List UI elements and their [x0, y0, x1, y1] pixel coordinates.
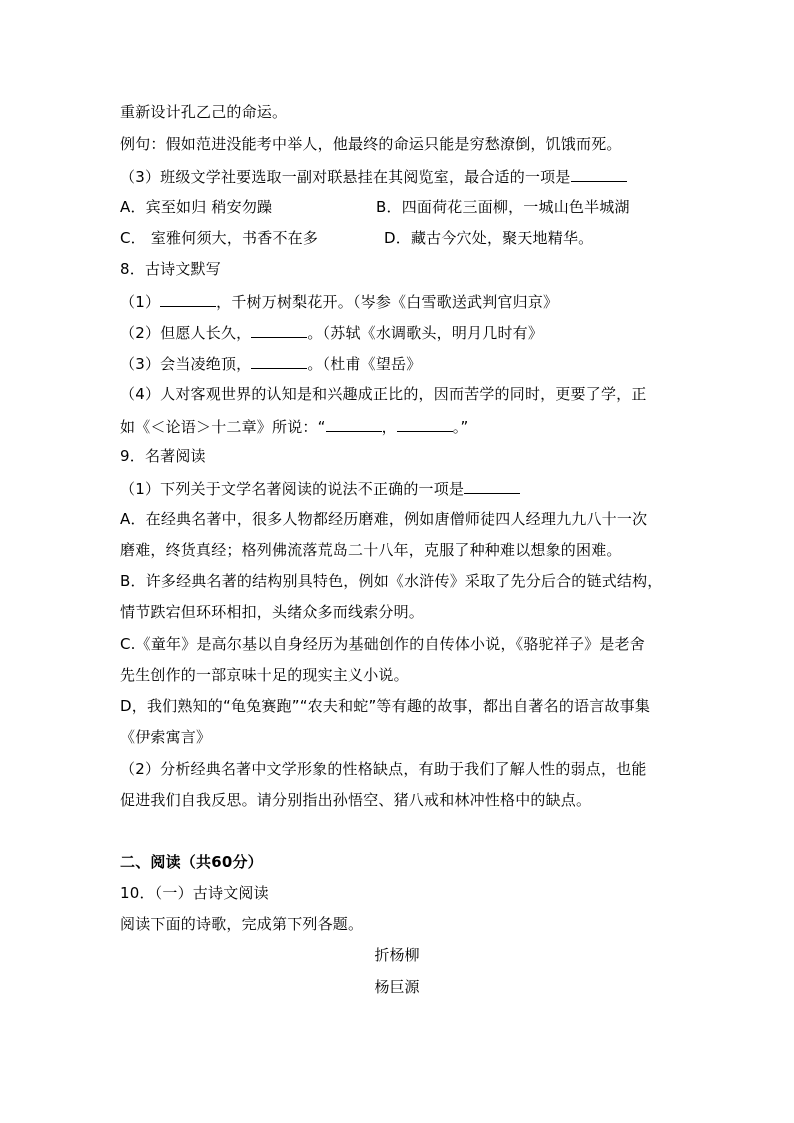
answer-blank: [251, 352, 307, 369]
option-b-line-1: B．许多经典名著的结构别具特色，例如《水浒传》采取了先分后合的链式结构，: [120, 572, 663, 590]
option-b: B．四面荷花三面柳，一城山色半城湖: [376, 198, 630, 216]
answer-blank: [464, 477, 520, 494]
recitation-3: [120, 352, 421, 374]
recitation-1: [120, 290, 558, 312]
option-d-line-1: D，我们熟知的“龟兔赛跑”“农夫和蛇”等有趣的故事，都出自著名的语言故事集: [120, 697, 651, 715]
option-c-line-2: 先生创作的一部京味十足的现实主义小说。: [120, 666, 409, 684]
item-source: 。（苏轼《水调歌头，明月几时有》: [307, 324, 544, 342]
option-d-line-2: 《伊索寓言》: [120, 728, 212, 746]
question-text: （3）班级文学社要选取一副对联悬挂在其阅览室，最合适的一项是: [120, 168, 571, 186]
option-a-line-1: A．在经典名著中，很多人物都经历磨难，例如唐僧师徒四人经理九九八十一次: [120, 510, 648, 528]
option-a: A．宾至如归 稍安勿躁: [120, 198, 273, 216]
item-text: 如《＜论语＞十二章》所说：“: [120, 418, 326, 436]
option-c-line-1: C.《童年》是高尔基以自身经历为基础创作的自传体小说，《骆驼祥子》是老舍: [120, 635, 645, 653]
question-8-heading: 8．古诗文默写: [120, 260, 221, 278]
item-source: 。（杜甫《望岳》: [307, 355, 422, 373]
example-sentence: 例句：假如范进没能考中举人，他最终的命运只能是穷愁潦倒，饥饿而死。: [120, 135, 622, 153]
separator: ，: [381, 418, 397, 436]
closing-quote: 。”: [452, 418, 469, 436]
question-9-1: [120, 477, 520, 499]
question-text: （1）下列关于文学名著阅读的说法不正确的一项是: [120, 480, 465, 498]
reading-instruction: 阅读下面的诗歌，完成第下列各题。: [120, 915, 364, 933]
question-10-heading: 10．（一）古诗文阅读: [120, 884, 269, 902]
recitation-4-cont: [120, 415, 468, 437]
question-7-3: [120, 165, 627, 187]
section-heading: 二、阅读（共60分）: [120, 853, 263, 871]
question-9-2-line-2: 促进我们自我反思。请分别指出孙悟空、猪八戒和林冲性格中的缺点。: [120, 791, 592, 809]
question-9-2-line-1: （2）分析经典名著中文学形象的性格缺点，有助于我们了解人性的弱点，也能: [120, 760, 647, 778]
answer-blank: [251, 321, 307, 338]
text-line: 重新设计孔乙己的命运。: [120, 103, 288, 121]
answer-blank: [571, 165, 627, 182]
answer-blank: [326, 415, 382, 432]
item-text: （3）会当凌绝顶，: [120, 355, 252, 373]
answer-blank: [160, 290, 216, 307]
item-number: （1）: [120, 293, 161, 311]
answer-blank: [397, 415, 453, 432]
poem-title: 折杨柳: [374, 946, 420, 964]
recitation-2: [120, 321, 543, 343]
question-9-heading: 9．名著阅读: [120, 447, 206, 465]
poem-author: 杨巨源: [374, 978, 420, 996]
option-c: C． 室雅何须大，书香不在多: [120, 229, 319, 247]
item-text: ，千树万树梨花开。（岑参《白雪歌送武判官归京》: [216, 293, 559, 311]
option-d: D．藏古今穴处，聚天地精华。: [384, 229, 594, 247]
option-a-line-2: 磨难，终货真经；格列佛流落荒岛二十八年，克服了种种难以想象的困难。: [120, 541, 622, 559]
recitation-4: （4）人对客观世界的认知是和兴趣成正比的，因而苦学的同时，更要了学，正: [120, 385, 647, 403]
option-b-line-2: 情节跌宕但环环相扣，头绪众多而线索分明。: [120, 603, 425, 621]
item-text: （2）但愿人长久，: [120, 324, 252, 342]
